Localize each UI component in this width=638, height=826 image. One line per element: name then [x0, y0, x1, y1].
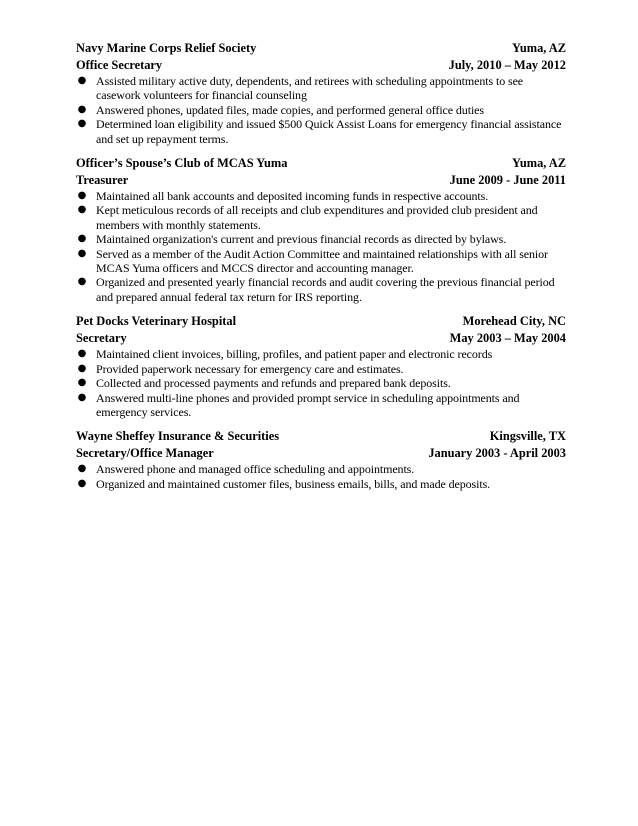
bullet-icon: ●: [77, 190, 87, 202]
job-entry: [76, 313, 566, 419]
bullet-icon: ●: [77, 75, 87, 86]
duty-item: [76, 477, 566, 491]
job-header: [76, 40, 566, 57]
job-location: Yuma, AZ: [512, 41, 566, 55]
job-title-row: [76, 57, 566, 74]
duty-item: [76, 189, 566, 203]
bullet-icon: ●: [77, 463, 87, 475]
employer-name: Navy Marine Corps Relief Society: [76, 41, 257, 55]
job-title: Treasurer: [76, 173, 129, 188]
employer-name: Officer’s Spouse’s Club of MCAS Yuma: [76, 156, 288, 171]
job-entry: [76, 428, 566, 491]
duty-text: Kept meticulous records of all receipts and club expenditures and provided club president and members with monthly statements.: [96, 203, 538, 232]
job-location: Yuma, AZ: [512, 156, 566, 171]
job-location: Kingsville, TX: [489, 429, 566, 444]
resume-page: [76, 40, 566, 500]
duty-text: Answered phone and managed office scheduling and appointments.: [96, 462, 415, 477]
job-header: [76, 313, 566, 330]
job-entry: [76, 155, 566, 304]
bullet-icon: ●: [77, 477, 87, 489]
job-title-row: [76, 445, 566, 462]
employer-name: Wayne Sheffey Insurance & Securities: [76, 429, 280, 444]
duty-item: [76, 275, 566, 304]
duty-list: [76, 462, 566, 491]
duty-item: [76, 74, 566, 103]
duty-item: [76, 117, 566, 146]
job-title: Secretary: [76, 331, 127, 346]
duty-item: [76, 203, 566, 232]
duty-text: Organized and maintained customer files, business emails, bills, and made deposits.: [96, 476, 491, 491]
job-location: Morehead City, NC: [462, 314, 566, 329]
duty-item: [76, 362, 566, 376]
duty-text: Answered phones, updated files, made copies, and performed general office duties: [96, 102, 484, 117]
duty-list: [76, 347, 566, 419]
duty-item: [76, 347, 566, 361]
duty-item: [76, 462, 566, 476]
duty-text: Provided paperwork necessary for emergency care and estimates.: [96, 361, 404, 376]
bullet-icon: ●: [77, 103, 87, 115]
duty-text: Collected and processed payments and refunds and prepared bank deposits.: [96, 376, 451, 391]
duty-item: [76, 232, 566, 246]
job-title-row: [76, 330, 566, 347]
duty-text: Organized and presented yearly financial records and audit covering the previous financial period and prepared annual federal tax return for IRS reporting.: [96, 275, 555, 304]
bullet-icon: ●: [77, 276, 87, 288]
duty-text: Answered multi-line phones and provided prompt service in scheduling appointments and emergency services.: [96, 390, 520, 419]
job-dates: June 2009 - June 2011: [449, 173, 566, 188]
job-entry: [76, 40, 566, 146]
duty-text: Assisted military active duty, dependents, and retirees with scheduling appointments to see casework volunteers for financial counseling: [96, 74, 524, 103]
job-header: [76, 155, 566, 172]
job-dates: July, 2010 – May 2012: [448, 58, 566, 72]
job-title-row: [76, 172, 566, 189]
duty-text: Maintained all bank accounts and deposited incoming funds in respective accounts.: [96, 189, 489, 204]
bullet-icon: ●: [77, 391, 87, 403]
bullet-icon: ●: [77, 233, 87, 245]
duty-item: [76, 376, 566, 390]
duty-item: [76, 103, 566, 117]
employer-name: Pet Docks Veterinary Hospital: [76, 314, 237, 329]
bullet-icon: ●: [77, 362, 87, 374]
bullet-icon: ●: [77, 348, 87, 360]
job-dates: May 2003 – May 2004: [449, 331, 566, 346]
job-header: [76, 428, 566, 445]
duty-list: [76, 74, 566, 146]
job-title: Office Secretary: [76, 58, 163, 72]
duty-text: Served as a member of the Audit Action Committee and maintained relationships with all senior MCAS Yuma officers and MCCS director and accounting manager.: [96, 246, 548, 276]
bullet-icon: ●: [77, 118, 87, 130]
bullet-icon: ●: [77, 377, 87, 389]
duty-text: Determined loan eligibility and issued $500 Quick Assist Loans for emergency financial assistance and set up repayment terms.: [96, 117, 562, 146]
duty-list: [76, 189, 566, 304]
bullet-icon: ●: [77, 247, 87, 259]
duty-item: [76, 247, 566, 276]
job-dates: January 2003 - April 2003: [428, 446, 566, 461]
bullet-icon: ●: [77, 204, 87, 216]
duty-item: [76, 391, 566, 420]
duty-text: Maintained client invoices, billing, profiles, and patient paper and electronic records: [96, 347, 493, 362]
job-title: Secretary/Office Manager: [76, 446, 214, 461]
duty-text: Maintained organization's current and previous financial records as directed by bylaws.: [96, 232, 507, 247]
